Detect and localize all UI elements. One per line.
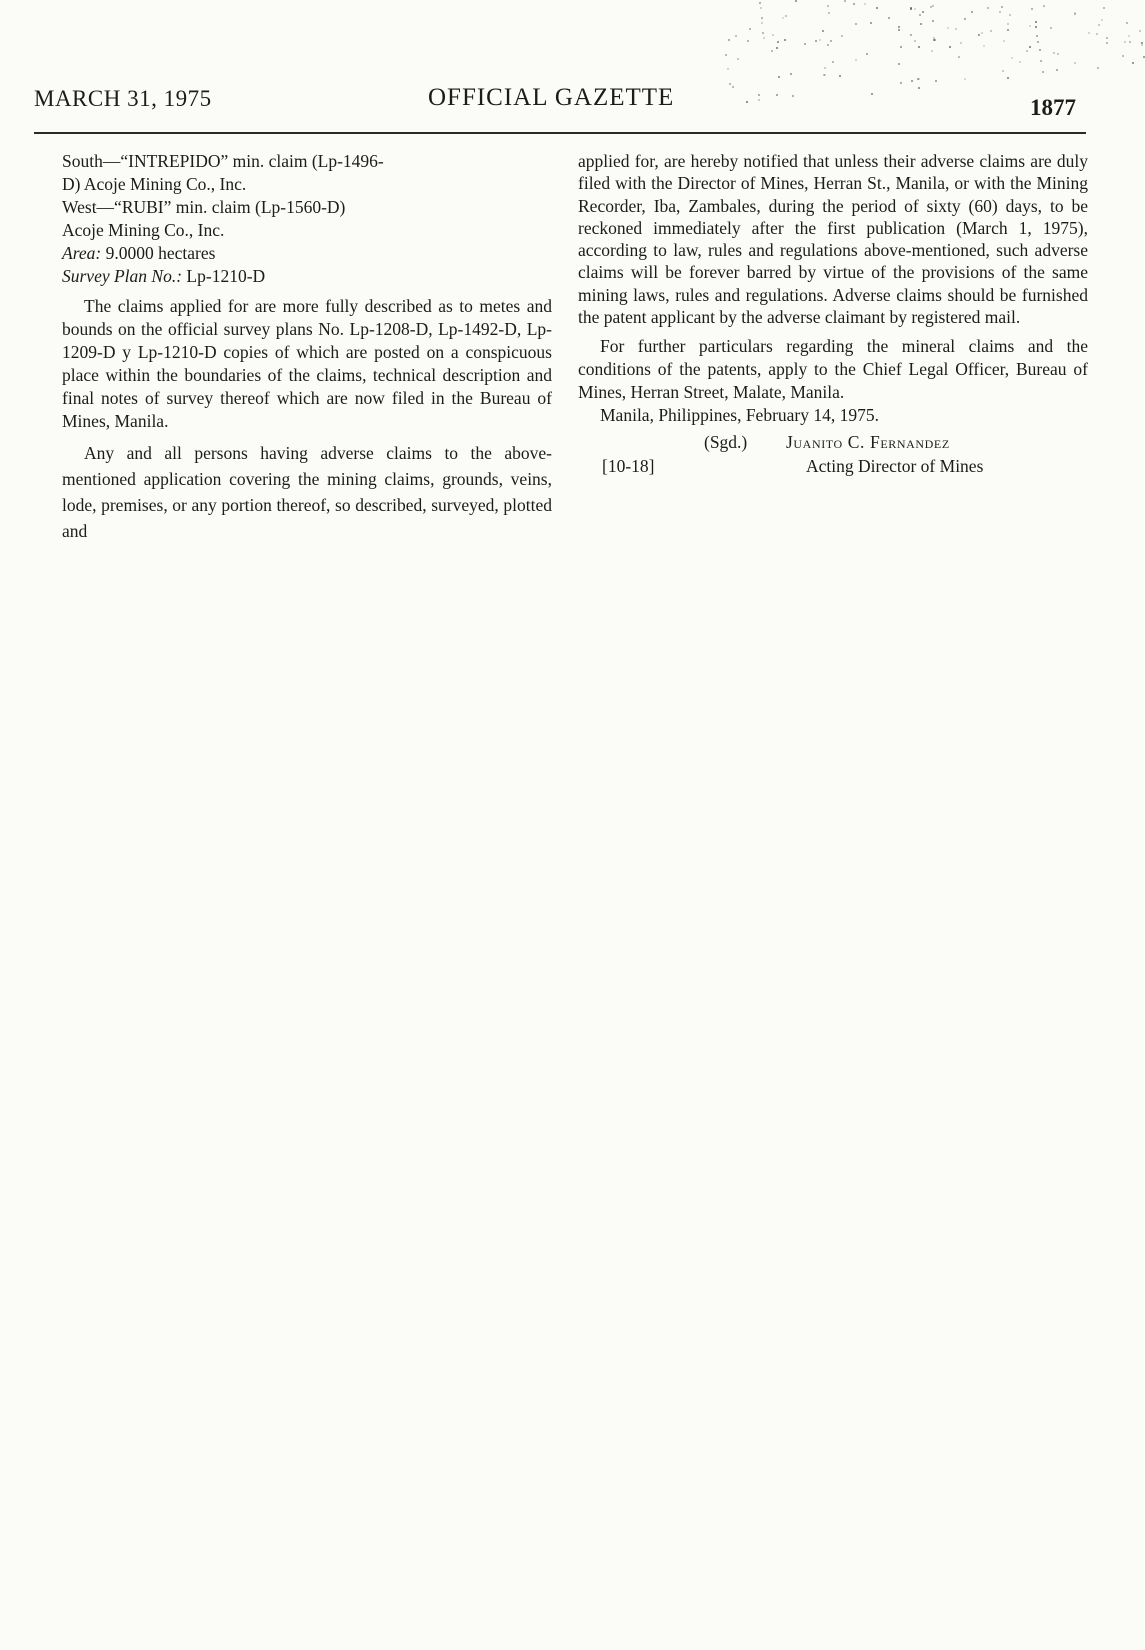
scan-speck [763, 37, 765, 39]
scan-speck [1050, 27, 1052, 29]
scan-speck [832, 61, 834, 63]
scan-speck [900, 46, 902, 48]
scan-speck [771, 50, 773, 52]
scan-speck [930, 6, 932, 8]
scan-speck [1053, 52, 1055, 54]
scan-speck [746, 101, 748, 103]
scan-speck [735, 35, 737, 37]
page-number: 1877 [1030, 95, 1076, 120]
scan-speck [911, 80, 913, 82]
west-boundary-line2: Acoje Mining Co., Inc. [62, 220, 225, 240]
survey-plan-value: Lp-1210-D [186, 266, 266, 286]
scan-speck [1026, 50, 1028, 52]
scan-speck [855, 23, 857, 25]
south-boundary-line2: D) Acoje Mining Co., Inc. [62, 174, 247, 194]
scan-speck [795, 0, 797, 2]
scan-speck [804, 43, 806, 45]
scan-speck [839, 75, 841, 77]
scan-speck [1106, 42, 1108, 44]
scan-speck [931, 50, 933, 52]
scan-speck [898, 29, 900, 31]
scan-speck [784, 39, 786, 41]
scan-speck [990, 30, 992, 32]
left-column [62, 150, 552, 544]
scan-speck [777, 41, 779, 43]
scan-speck [822, 30, 824, 32]
scan-speck [1031, 8, 1033, 10]
scan-speck [815, 40, 817, 42]
scan-speck [1035, 21, 1037, 23]
scan-speck [1122, 55, 1124, 57]
scan-speck [827, 5, 829, 7]
scan-speck [983, 45, 985, 47]
scan-speck [888, 17, 890, 19]
scan-speck [1011, 57, 1013, 59]
scan-speck [871, 93, 873, 95]
scan-speck [1074, 13, 1076, 15]
signer-name: Juanito C. Fernandez [786, 432, 950, 453]
scan-speck [1039, 49, 1041, 51]
scan-noise [725, 0, 1145, 110]
scan-speck [1128, 35, 1130, 37]
south-boundary-line1: South—“INTREPIDO” min. claim (Lp-1496- [62, 151, 384, 171]
scan-speck [870, 22, 872, 24]
scan-speck [1096, 33, 1098, 35]
scan-speck [947, 27, 949, 29]
scan-speck [918, 46, 920, 48]
scan-speck [792, 95, 794, 97]
scan-speck [1019, 61, 1021, 63]
scan-speck [955, 28, 957, 30]
scan-speck [761, 22, 763, 24]
scan-speck [1126, 22, 1128, 24]
scan-speck [999, 11, 1001, 13]
scan-speck [919, 14, 921, 16]
scan-speck [1057, 53, 1059, 55]
scan-speck [1056, 69, 1058, 71]
scan-speck [853, 3, 855, 5]
signed-mark: (Sgd.) [704, 432, 748, 453]
scan-speck [981, 32, 983, 34]
scan-speck [1132, 62, 1134, 64]
scan-speck [758, 99, 760, 101]
scan-speck [1007, 29, 1009, 31]
scan-speck [749, 28, 751, 30]
scan-speck [1103, 7, 1105, 9]
scan-speck [1098, 24, 1100, 26]
scan-speck [844, 0, 846, 2]
notice-paragraph: applied for, are hereby notified that unless their adverse claims are duly filed with the Director of Mines, Herran St., Manila, or with the Mining Recorder, Iba, Zambales, during the period of sixty (60) days, to be reckoned immediately after the first publication (March 1, 1975), according to law, rules and regulations above-mentioned, such adverse claims will be forever barred by virtue of the provisions of the same mining laws, rules and regulations. Adverse claims should be furnished the patent applicant by the adverse claimant by registered mail. [578, 151, 1088, 328]
area-line [62, 242, 552, 265]
scan-speck [1040, 60, 1042, 62]
scan-speck [949, 46, 951, 48]
scan-speck [964, 18, 966, 20]
scan-speck [727, 68, 729, 70]
scan-speck [1035, 26, 1037, 28]
scan-speck [761, 17, 763, 19]
scan-speck [790, 73, 792, 75]
claims-description-paragraph: The claims applied for are more fully described as to metes and bounds on the official survey plans No. Lp-1208-D, Lp-1492-D, Lp-1209-D y Lp-1210-D copies of which are posted on a conspicuous place within the boundaries of the claims, technical description and final notes of survey thereof which are now filed in the Bureau of Mines, Manila. [62, 296, 552, 431]
adverse-claims-paragraph: Any and all persons having adverse claims to the above-mentioned application covering the mining claims, grounds, veins, lode, premises, or any portion thereof, so described, surveyed, plotted and [62, 443, 552, 541]
scan-speck [898, 63, 900, 65]
scan-speck [932, 20, 934, 22]
scan-speck [1029, 46, 1031, 48]
scan-speck [732, 86, 734, 88]
signer-title: Acting Director of Mines [806, 456, 984, 477]
scan-speck [900, 82, 902, 84]
scan-speck [830, 40, 832, 42]
scan-speck [910, 34, 912, 36]
scan-speck [1139, 30, 1141, 32]
scan-speck [762, 32, 764, 34]
scan-speck [935, 80, 937, 82]
scan-speck [914, 40, 916, 42]
scan-speck [866, 53, 868, 55]
further-particulars-paragraph: For further particulars regarding the mineral claims and the conditions of the patents, apply to the Chief Legal Officer, Bureau of Mines, Herran Street, Malate, Manila. [578, 336, 1088, 403]
scan-speck [776, 94, 778, 96]
scan-speck [1036, 35, 1038, 37]
scan-speck [776, 47, 778, 49]
scan-speck [827, 44, 829, 46]
scan-speck [1101, 19, 1103, 21]
scan-speck [758, 94, 760, 96]
scan-speck [971, 11, 973, 13]
scan-speck [960, 42, 962, 44]
survey-plan-line [62, 265, 552, 288]
scan-speck [1037, 41, 1039, 43]
south-boundary [62, 150, 552, 196]
issue-date: MARCH 31, 1975 [34, 86, 212, 111]
scan-speck [1001, 6, 1003, 8]
scan-speck [1007, 23, 1009, 25]
scan-speck [1003, 40, 1005, 42]
scan-speck [828, 12, 830, 14]
scan-speck [737, 58, 739, 60]
scan-speck [876, 7, 878, 9]
scan-speck [1007, 77, 1009, 79]
scan-speck [910, 7, 912, 9]
scan-speck [819, 39, 821, 41]
place-date: Manila, Philippines, February 14, 1975. [600, 405, 880, 426]
scan-speck [918, 87, 920, 89]
reference-number: [10-18] [602, 456, 655, 477]
scan-speck [747, 40, 749, 42]
scan-speck [898, 26, 900, 28]
scan-speck [1009, 14, 1011, 16]
scan-speck [934, 39, 936, 41]
scan-speck [978, 34, 980, 36]
scan-speck [1029, 25, 1031, 27]
scan-speck [864, 3, 866, 5]
scan-speck [760, 7, 762, 9]
scan-speck [729, 83, 731, 85]
header-rule [34, 132, 1086, 134]
scan-speck [1088, 32, 1090, 34]
scan-speck [759, 2, 761, 4]
scan-speck [920, 23, 922, 25]
scan-speck [914, 8, 916, 10]
signature-block [578, 431, 1088, 481]
scan-speck [1106, 37, 1108, 39]
right-column [578, 150, 1088, 481]
scan-speck [1124, 41, 1126, 43]
scan-speck [778, 76, 780, 78]
scan-speck [772, 34, 774, 36]
scan-speck [782, 17, 784, 19]
scan-speck [987, 7, 989, 9]
scan-speck [823, 74, 825, 76]
scan-speck [1043, 5, 1045, 7]
survey-plan-label: Survey Plan No.: [62, 266, 183, 286]
scan-speck [964, 78, 966, 80]
scan-speck [1042, 71, 1044, 73]
scan-speck [958, 56, 960, 58]
area-label: Area: [62, 243, 102, 263]
scan-speck [1129, 41, 1131, 43]
scan-speck [918, 78, 920, 80]
scan-speck [932, 5, 934, 7]
scan-speck [1074, 62, 1076, 64]
scan-speck [728, 39, 730, 41]
scan-speck [1097, 67, 1099, 69]
area-value: 9.0000 hectares [105, 243, 216, 263]
scan-speck [785, 15, 787, 17]
scan-speck [1002, 70, 1004, 72]
scan-speck [1141, 44, 1143, 46]
scan-speck [922, 11, 924, 13]
west-boundary [62, 196, 552, 242]
publication-title: OFFICIAL GAZETTE [428, 84, 675, 111]
west-boundary-line1: West—“RUBI” min. claim (Lp-1560-D) [62, 197, 346, 217]
scan-speck [725, 54, 727, 56]
scan-speck [824, 67, 826, 69]
scan-speck [855, 59, 857, 61]
scan-speck [841, 35, 843, 37]
